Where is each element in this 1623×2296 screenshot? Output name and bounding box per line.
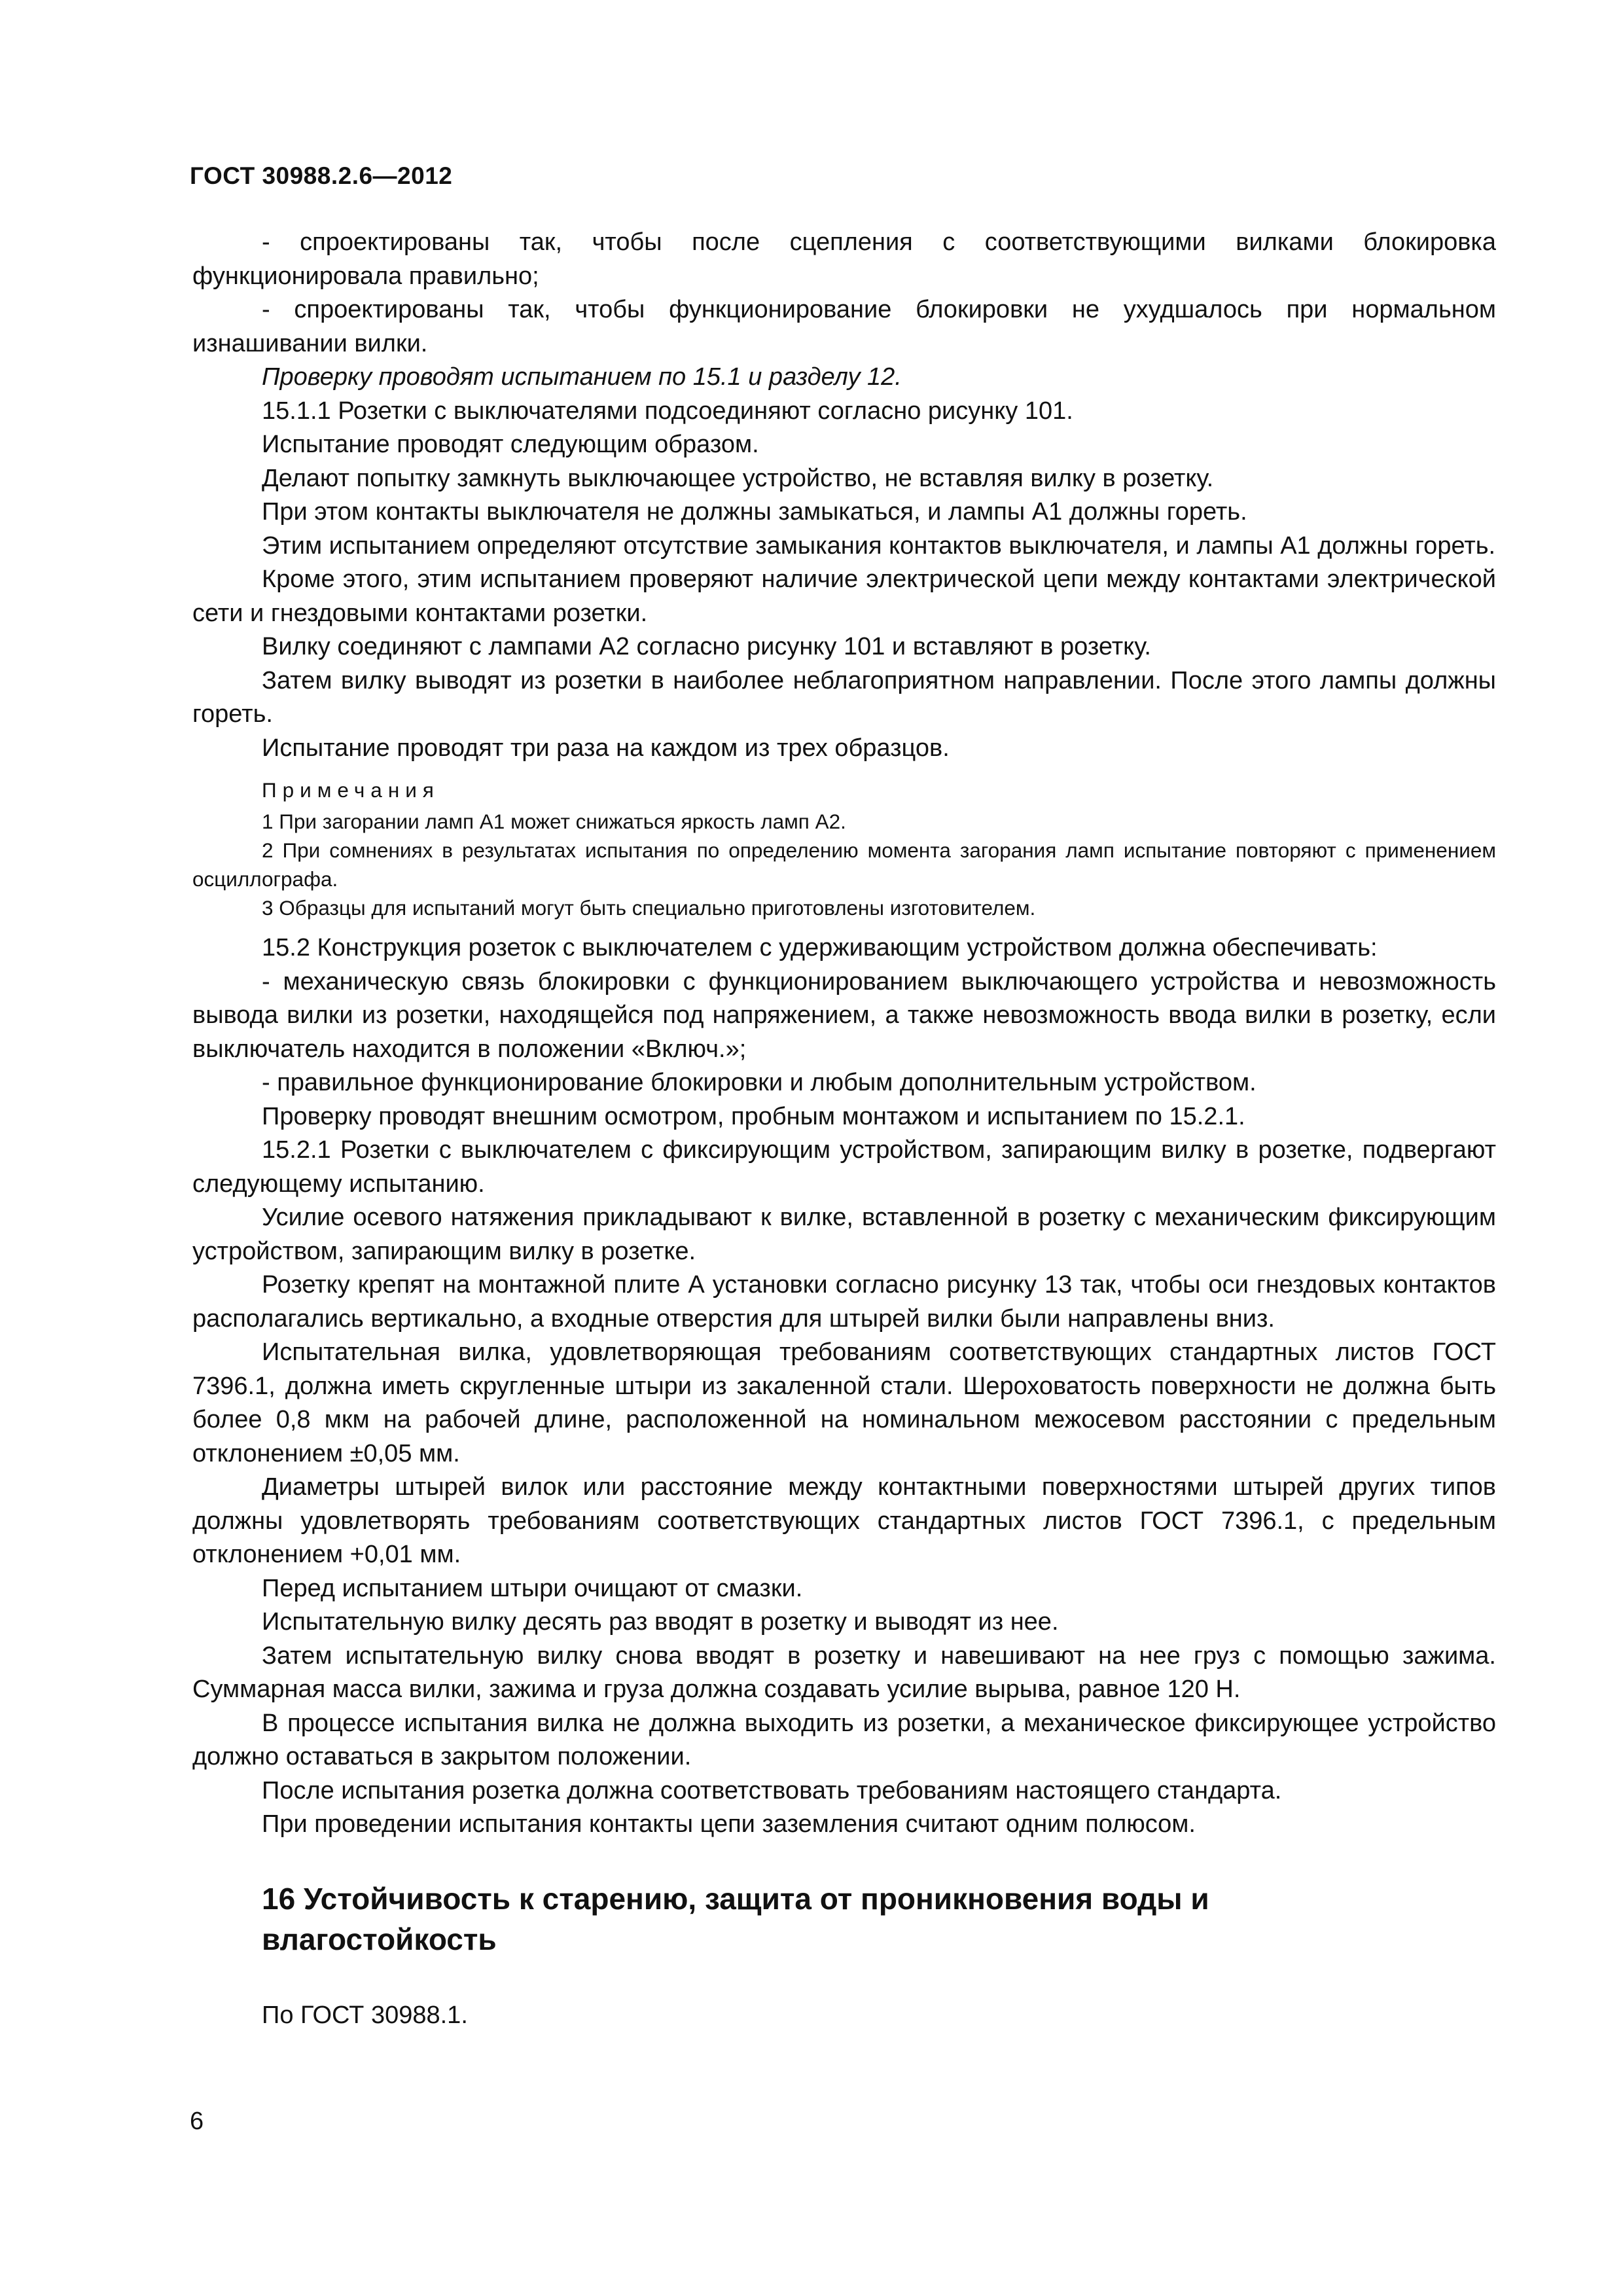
page-number: 6: [190, 2108, 204, 2135]
note-item: 3 Образцы для испытаний могут быть специально приготовлены изготовителем.: [262, 896, 1036, 920]
paragraph: Перед испытанием штыри очищают от смазки.: [262, 1574, 803, 1602]
paragraph: - спроектированы так, чтобы функционирование блокировки не ухудшалось при нормальном изнашивании вилки.: [192, 296, 1496, 357]
paragraph: 15.2 Конструкция розеток с выключателем с удерживающим устройством должна обеспечивать:: [262, 934, 1378, 961]
paragraph: Розетку крепят на монтажной плите А установки согласно рисунку 13 так, чтобы оси гнездовых контактов располагались вертикально, а входные отверстия для штырей вилки были направлены вниз.: [192, 1271, 1496, 1333]
notes-title: Примечания: [262, 778, 440, 802]
note-item: 1 При загорании ламп А1 может снижаться яркость ламп А2.: [262, 810, 846, 833]
paragraph: Усилие осевого натяжения прикладывают к вилке, вставленной в розетку с механическим фиксирующим устройством, запирающим вилку в розетке.: [192, 1204, 1496, 1265]
paragraph: Испытание проводят следующим образом.: [262, 431, 759, 458]
notes-block: [192, 776, 1496, 922]
document-body: [192, 226, 1496, 2032]
section-16-title: 16 Устойчивость к старению, защита от проникновения воды и влагостойкость: [262, 1881, 1209, 1956]
paragraph: Затем испытательную вилку снова вводят в розетку и навешивают на нее груз с помощью зажима. Суммарная масса вилки, зажима и груза должна создавать усилие вырыва, равное 120 Н.: [192, 1641, 1496, 1703]
paragraph-italic: Проверку проводят испытанием по 15.1 и разделу 12.: [262, 363, 902, 391]
paragraph: Диаметры штырей вилок или расстояние между контактными поверхностями штырей других типов должны удовлетворять требованиям соответствующих стандартных листов ГОСТ 7396.1, с предельным отклонением +0,01 мм.: [192, 1473, 1496, 1568]
paragraph: После испытания розетка должна соответствовать требованиям настоящего стандарта.: [262, 1776, 1282, 1804]
paragraph: При этом контакты выключателя не должны замыкаться, и лампы А1 должны гореть.: [262, 498, 1247, 526]
paragraph: В процессе испытания вилка не должна выходить из розетки, а механическое фиксирующее устройство должно оставаться в закрытом положении.: [192, 1709, 1496, 1770]
paragraph: 15.2.1 Розетки с выключателем с фиксирующим устройством, запирающим вилку в розетке, подвергают следующему испытанию.: [192, 1136, 1496, 1198]
paragraph: Вилку соединяют с лампами А2 согласно рисунку 101 и вставляют в розетку.: [262, 633, 1151, 660]
paragraph: Испытание проводят три раза на каждом из трех образцов.: [262, 734, 950, 762]
section-16-reference: По ГОСТ 30988.1.: [262, 2001, 468, 2029]
paragraph: Проверку проводят внешним осмотром, пробным монтажом и испытанием по 15.2.1.: [262, 1102, 1245, 1130]
paragraph: - спроектированы так, чтобы после сцепления с соответствующими вилками блокировка функционировала правильно;: [192, 228, 1496, 290]
paragraph: Испытательная вилка, удовлетворяющая требованиям соответствующих стандартных листов ГОСТ 7396.1, должна иметь скругленные штыри из закаленной стали. Шероховатость поверхности не должна быть более 0,8 мкм на рабочей длине, расположенной на номинальном межосевом расстоянии с предельным отклонением ±0,05 мм.: [192, 1338, 1496, 1467]
paragraph: Затем вилку выводят из розетки в наиболее неблагоприятном направлении. После этого лампы должны гореть.: [192, 666, 1496, 728]
section-15-2: [192, 931, 1496, 1842]
paragraph: Делают попытку замкнуть выключающее устройство, не вставляя вилку в розетку.: [262, 464, 1214, 492]
paragraph: Этим испытанием определяют отсутствие замыкания контактов выключателя, и лампы А1 должны гореть.: [262, 531, 1496, 560]
note-item: 2 При сомнениях в результатах испытания по определению момента загорания ламп испытание повторяют с применением осциллографа.: [192, 838, 1496, 891]
paragraph: Испытательную вилку десять раз вводят в розетку и выводят из нее.: [262, 1608, 1059, 1636]
standard-header: ГОСТ 30988.2.6—2012: [190, 162, 453, 189]
paragraph: - механическую связь блокировки с функционированием выключающего устройства и невозможность вывода вилки из розетки, находящейся под напряжением, а также невозможность ввода вилки в розетку, если выключатель находится в положении «Включ.»;: [192, 967, 1496, 1063]
paragraph: - правильное функционирование блокировки и любым дополнительным устройством.: [262, 1069, 1257, 1096]
paragraph: Кроме этого, этим испытанием проверяют наличие электрической цепи между контактами электрической сети и гнездовыми контактами розетки.: [192, 565, 1496, 627]
paragraph: 15.1.1 Розетки с выключателями подсоединяют согласно рисунку 101.: [262, 397, 1073, 425]
paragraph: При проведении испытания контакты цепи заземления считают одним полюсом.: [262, 1810, 1196, 1838]
